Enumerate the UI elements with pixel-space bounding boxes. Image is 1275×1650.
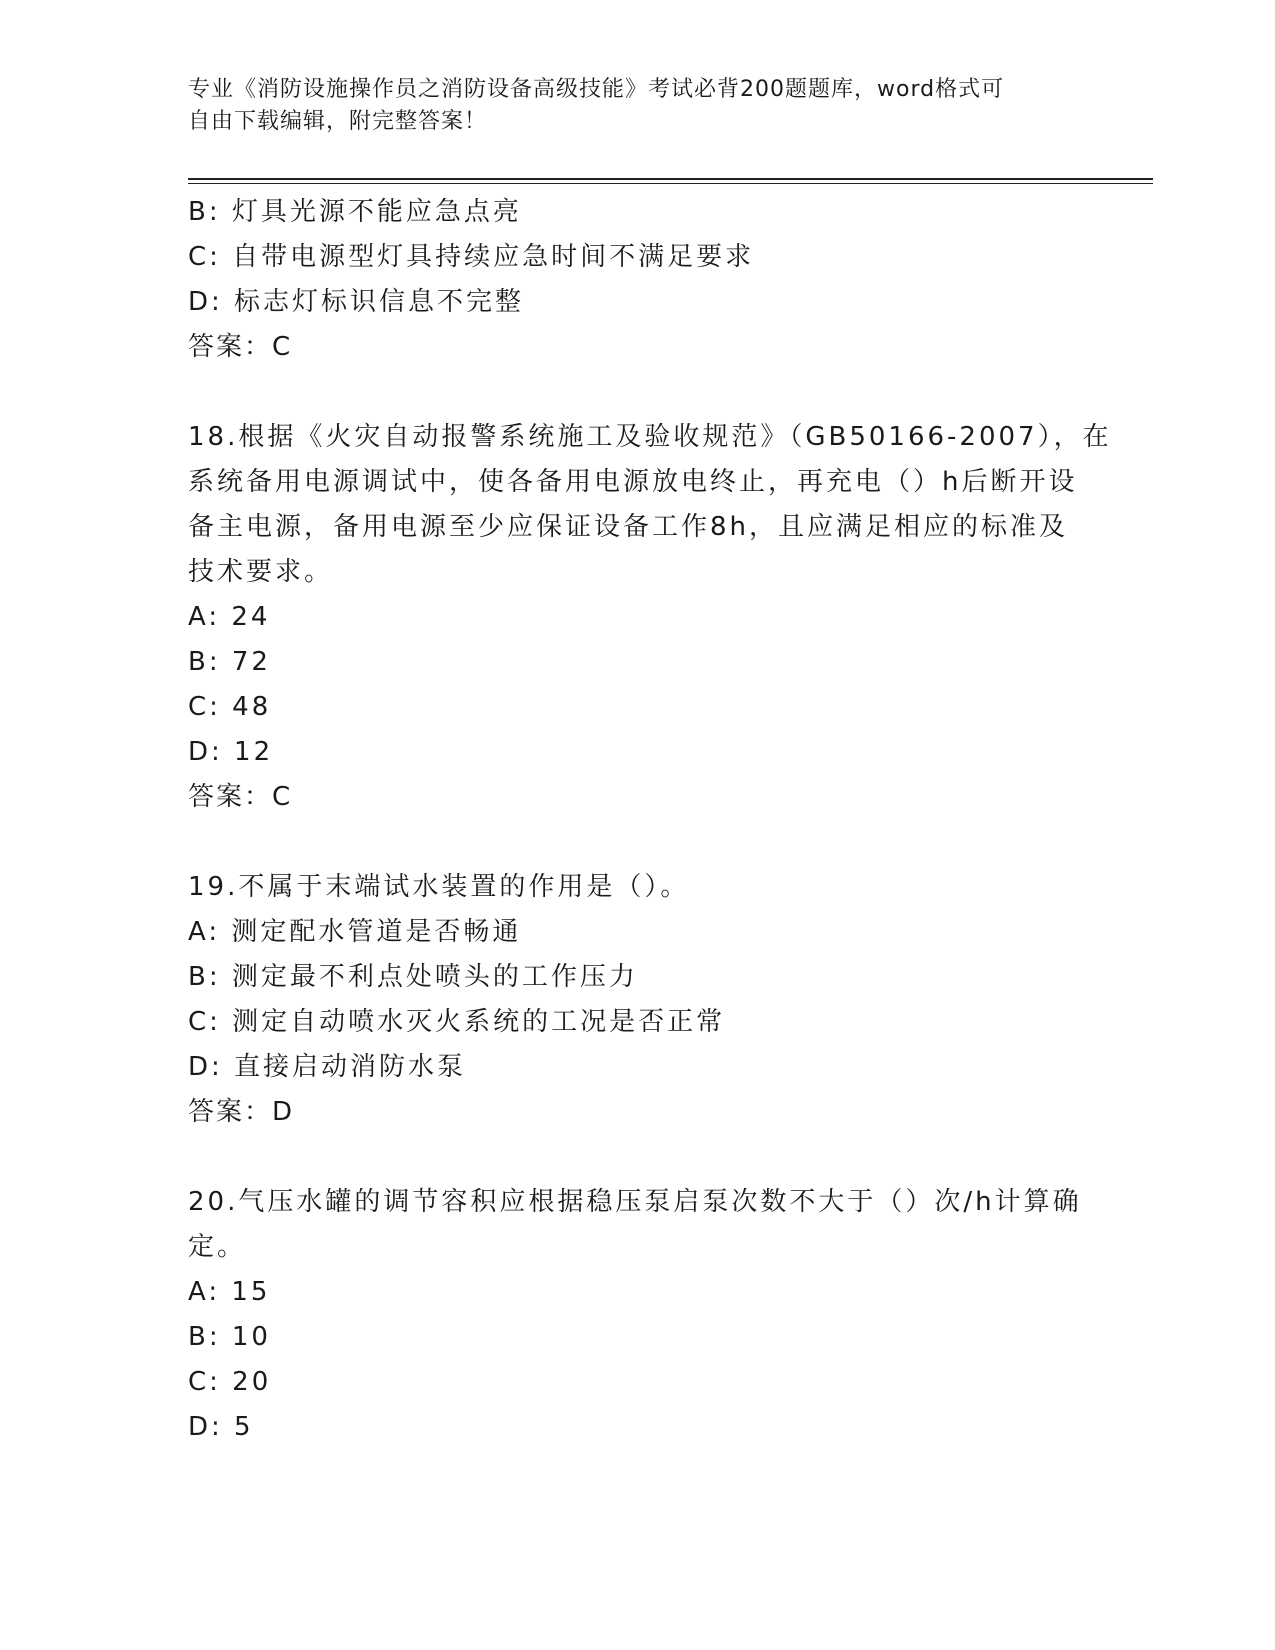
question-text-line: 18.根据《火灾自动报警系统施工及验收规范》（GB50166-2007），在 xyxy=(188,422,1112,452)
question-19 xyxy=(188,865,1088,1135)
header-line-1: 专业《消防设施操作员之消防设备高级技能》考试必背200题题库，word格式可 xyxy=(188,77,1005,102)
header-divider-thin xyxy=(188,183,1153,184)
option-d: D: 直接启动消防水泵 xyxy=(188,1052,467,1082)
answer: 答案：D xyxy=(188,1097,295,1127)
question-20 xyxy=(188,1180,1088,1450)
option-d: D: 5 xyxy=(188,1412,254,1442)
header-divider xyxy=(188,178,1153,180)
option-b: B: 灯具光源不能应急点亮 xyxy=(188,197,522,227)
question-text-line: 技术要求。 xyxy=(188,557,334,587)
option-a: A: 24 xyxy=(188,602,271,632)
option-c: C: 自带电源型灯具持续应急时间不满足要求 xyxy=(188,242,755,272)
question-text-line: 定。 xyxy=(188,1232,247,1262)
question-18 xyxy=(188,415,1112,820)
option-b: B: 72 xyxy=(188,647,271,677)
option-a: A: 15 xyxy=(188,1277,271,1307)
option-c: C: 20 xyxy=(188,1367,272,1397)
option-b: B: 测定最不利点处喷头的工作压力 xyxy=(188,962,638,992)
option-a: A: 测定配水管道是否畅通 xyxy=(188,917,522,947)
answer: 答案：C xyxy=(188,332,293,362)
question-text-line: 系统备用电源调试中，使各备用电源放电终止，再充电（）h后断开设 xyxy=(188,467,1078,497)
answer: 答案：C xyxy=(188,782,293,812)
question-text-line: 备主电源，备用电源至少应保证设备工作8h，且应满足相应的标准及 xyxy=(188,512,1069,542)
question-list xyxy=(188,190,1112,1450)
option-d: D: 12 xyxy=(188,737,274,767)
question-text-line: 20.气压水罐的调节容积应根据稳压泵启泵次数不大于（）次/h计算确 xyxy=(188,1187,1082,1217)
option-b: B: 10 xyxy=(188,1322,271,1352)
option-d: D: 标志灯标识信息不完整 xyxy=(188,287,525,317)
option-c: C: 测定自动喷水灭火系统的工况是否正常 xyxy=(188,1007,726,1037)
header-line-2: 自由下载编辑，附完整答案！ xyxy=(188,109,488,134)
question-text-line: 19.不属于末端试水装置的作用是（）。 xyxy=(188,872,690,902)
option-c: C: 48 xyxy=(188,692,272,722)
question-17-tail xyxy=(188,190,1088,370)
document-header xyxy=(188,74,1088,138)
